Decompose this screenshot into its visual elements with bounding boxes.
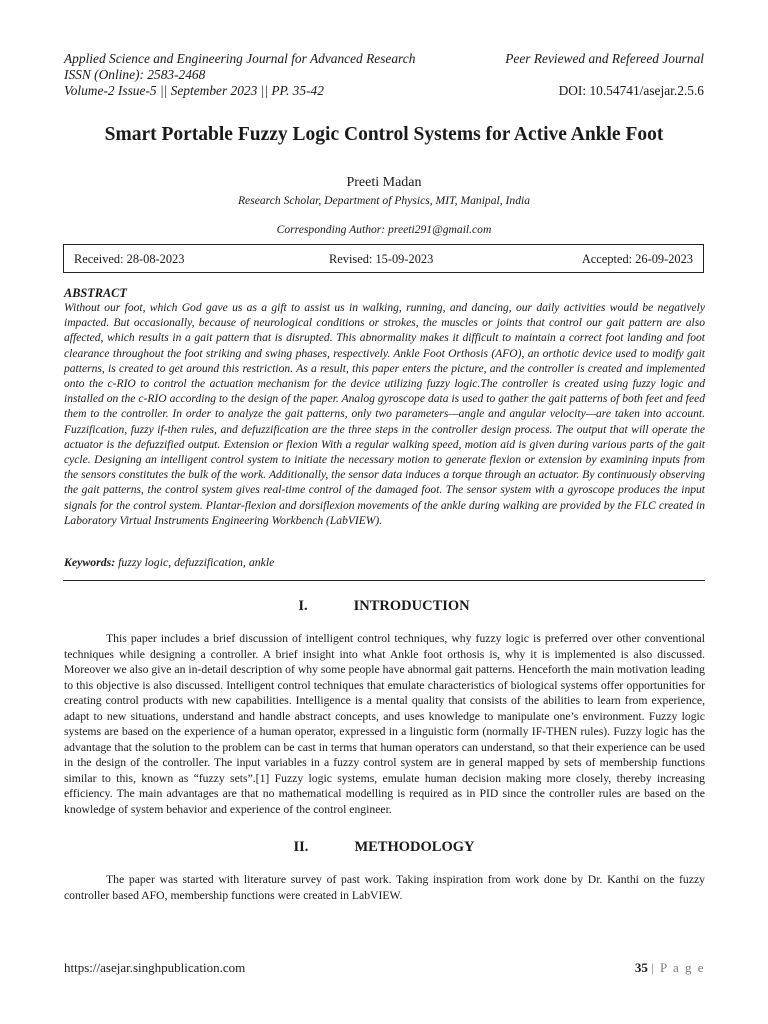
journal-volume: Volume-2 Issue-5 || September 2023 || PP. 35-42 bbox=[64, 83, 324, 98]
dates-box bbox=[63, 244, 704, 273]
journal-header-right bbox=[505, 51, 704, 99]
page-label: | P a g e bbox=[651, 960, 705, 975]
abstract-heading: ABSTRACT bbox=[64, 286, 127, 300]
footer-url[interactable]: https://asejar.singhpublication.com bbox=[64, 960, 246, 975]
received-date: Received: 28-08-2023 bbox=[74, 252, 185, 266]
keywords-text: fuzzy logic, defuzzification, ankle bbox=[118, 555, 275, 569]
keywords-label: Keywords: bbox=[64, 555, 116, 569]
author-affiliation: Research Scholar, Department of Physics, MIT, Manipal, India bbox=[237, 194, 531, 207]
abstract-text: Without our foot, which God gave us as a gift to assist us in walking, running, and dancing, our daily activities would be negatively impacted. But occasionally, because of neurological conditions or strokes, the muscles or joints that control our gait pattern are also affected, which results in a gait pattern that is disrupted. This abnormality makes it difficult to maintain a correct foot landing and foot clearance throughout the foot striking and swing phases, respectively. Ankle Foot Orthosis (AFO), an orthotic device used to modify gait patterns, is created to get around this restriction. As a result, this paper enters the picture, and the controller is created and implemented onto the c-RIO to control the actuation mechanism for the device utilizing fuzzy logic.The controller is created using fuzzy logic and installed on the c-RIO according to the design of the paper. Analog gyroscope data is used to gather the gait patterns of both feet and feed them to the controller. In order to analyze the gait patterns, only two parameters—angle and angular velocity—are taken into account. Fuzzification, fuzzy if-then rules, and defuzzification are the three steps in the controller design process. The output that will operate the actuator is the defuzzified output. Extension or flexion With a regular walking speed, motion aid is given during various parts of the gait cycle. Designing an intelligent control system to initiate the necessary motion to generate flexion or extension by examining inputs from the sensors constitutes the bulk of the work. Additionally, the sensor data induces a torque through an actuator. By continuously observing the gait patterns, the control system gives real-time control of the damaged foot. The sensor system with a gyroscope produces the input signals for the control system. Plantar-flexion and dorsiflexion movements of the ankle during walking are provided by the FLC created in Laboratory Virtual Instruments Engineering Workbench (LabVIEW). bbox=[64, 302, 705, 527]
methodology-paragraph: The paper was started with literature survey of past work. Taking inspiration from work done by Dr. Kanthi on the fuzzy controller based AFO, membership functions were created in LabVIEW. bbox=[64, 873, 705, 902]
revised-date: Revised: 15-09-2023 bbox=[329, 252, 434, 266]
journal-name: Applied Science and Engineering Journal for Advanced Research bbox=[64, 51, 416, 66]
footer-page-number bbox=[635, 960, 705, 976]
section-heading-introduction bbox=[0, 598, 768, 615]
introduction-paragraph: This paper includes a brief discussion of intelligent control techniques, why fuzzy logic is preferred over other conventional techniques while designing a controller. A brief insight into what Ankle foot orthosis is, why it is implemented is also discussed. Moreover we also give an in-detail description of why some people have abnormal gait patterns. Henceforth the main motivation leading to this objective is also discussed. Intelligent control techniques that emulate characteristics of biological systems offer opportunities for creating control products with new capabilities. Intelligence is a mental quality that consists of the abilities to learn from experience, adapt to new situations, understand and handle abstract concepts, and uses knowledge to manipulate one’s environment. Fuzzy logic systems are based on the experience of a human operator, expressed in a linguistic form (normally IF-THEN rules). Fuzzy logic has the advantage that the solution to the problem can be cast in terms that human operators can understand, so that their experience can be used in the design of the controller. The input variables in a fuzzy control system are in general mapped by sets of membership functions similar to this, known as “fuzzy sets”.[1] Fuzzy logic systems, emulate human decision making more closely, thereby increasing efficiency. The main advantages are that no mathematical modelling is required as in PID since the controller rules are based on the knowledge of system behavior and experience of the control engineer. bbox=[64, 632, 705, 817]
corresponding-author: Corresponding Author: preeti291@gmail.com bbox=[276, 223, 492, 236]
accepted-date: Accepted: 26-09-2023 bbox=[581, 252, 693, 266]
section-number: I. bbox=[298, 598, 308, 614]
section-divider bbox=[63, 580, 705, 581]
author-name: Preeti Madan bbox=[346, 175, 422, 190]
doi: DOI: 10.54741/asejar.2.5.6 bbox=[558, 83, 704, 98]
section-title: METHODOLOGY bbox=[354, 839, 475, 855]
section-number: II. bbox=[293, 839, 309, 855]
section-title: INTRODUCTION bbox=[353, 598, 470, 614]
peer-review-note: Peer Reviewed and Refereed Journal bbox=[505, 51, 704, 66]
section-heading-methodology bbox=[0, 839, 768, 856]
keywords bbox=[64, 555, 274, 570]
journal-issn: ISSN (Online): 2583-2468 bbox=[64, 67, 206, 82]
paper-title: Smart Portable Fuzzy Logic Control Systems for Active Ankle Foot bbox=[104, 124, 664, 145]
journal-header bbox=[64, 51, 415, 99]
page-number: 35 bbox=[634, 960, 648, 975]
